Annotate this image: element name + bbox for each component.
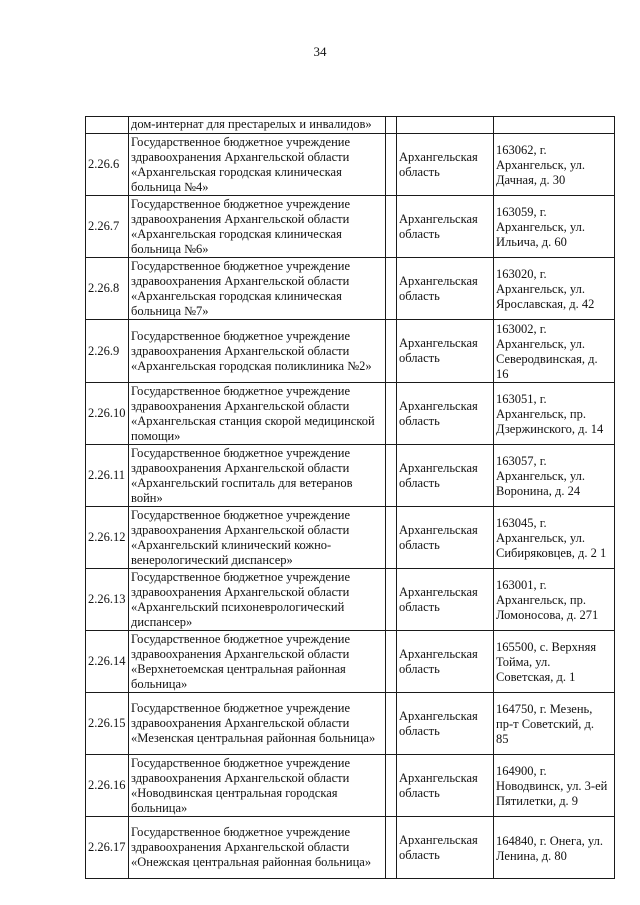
institution-name: Государственное бюджетное учреждение здравоохранения Архангельской области «Архангельская городская клиническая больница №7» [131, 258, 351, 318]
row-number-cell [86, 631, 129, 693]
address-cell [494, 117, 615, 134]
institution-name-cell [129, 196, 386, 258]
address: 163045, г. Архангельск, ул. Сибиряковцев, д. 2 1 [496, 516, 607, 560]
institution-name: Государственное бюджетное учреждение здравоохранения Архангельской области «Архангельская станция скорой медицинской помощи» [131, 383, 375, 443]
institution-name: Государственное бюджетное учреждение здравоохранения Архангельской области «Архангельский госпиталь для ветеранов войн» [131, 445, 353, 505]
spacer-cell [386, 569, 397, 631]
address: 163062, г. Архангельск, ул. Дачная, д. 30 [496, 143, 585, 187]
institution-name-cell [129, 631, 386, 693]
row-number: 2.26.8 [88, 281, 120, 295]
institution-name: Государственное бюджетное учреждение здравоохранения Архангельской области «Архангельская городская клиническая больница №4» [131, 134, 351, 194]
row-number-cell [86, 383, 129, 445]
region: Архангельская область [399, 211, 478, 241]
institution-name-cell [129, 258, 386, 320]
address: 165500, с. Верхняя Тойма, ул. Советская, д. 1 [496, 640, 597, 684]
region-cell [397, 755, 494, 817]
address-cell [494, 631, 615, 693]
region-cell [397, 258, 494, 320]
region-cell [397, 569, 494, 631]
row-number: 2.26.7 [88, 219, 120, 233]
address: 163001, г. Архангельск, пр. Ломоносова, д. 271 [496, 578, 599, 622]
row-number: 2.26.12 [88, 530, 126, 544]
row-number-cell [86, 258, 129, 320]
region: Архангельская область [399, 646, 478, 676]
address-cell [494, 693, 615, 755]
institution-name-cell [129, 693, 386, 755]
spacer-cell [386, 445, 397, 507]
row-number: 2.26.17 [88, 840, 126, 854]
row-number-cell [86, 196, 129, 258]
region: Архангельская область [399, 832, 478, 862]
table-row [86, 383, 615, 445]
row-number-cell [86, 755, 129, 817]
institution-name-cell [129, 755, 386, 817]
table-row [86, 693, 615, 755]
region-cell [397, 631, 494, 693]
institution-name: Государственное бюджетное учреждение здравоохранения Архангельской области «Верхнетоемская центральная районная больница» [131, 631, 351, 691]
institution-name: дом-интернат для престарелых и инвалидов» [131, 117, 372, 131]
table-row [86, 631, 615, 693]
institutions-table [85, 116, 615, 879]
region: Архангельская область [399, 149, 478, 179]
address-cell [494, 258, 615, 320]
region: Архангельская область [399, 522, 478, 552]
row-number: 2.26.11 [88, 468, 126, 482]
table-row-continuation [86, 117, 615, 134]
row-number-cell [86, 507, 129, 569]
address-cell [494, 196, 615, 258]
spacer-cell [386, 383, 397, 445]
address-cell [494, 507, 615, 569]
table-row [86, 196, 615, 258]
address-cell [494, 569, 615, 631]
address: 163002, г. Архангельск, ул. Северодвинская, д. 16 [496, 322, 598, 381]
region: Архангельская область [399, 273, 478, 303]
institution-name: Государственное бюджетное учреждение здравоохранения Архангельской области «Новодвинская центральная городская больница» [131, 755, 351, 815]
institution-name: Государственное бюджетное учреждение здравоохранения Архангельской области «Архангельский психоневрологический диспансер» [131, 569, 351, 629]
spacer-cell [386, 817, 397, 879]
table-row [86, 569, 615, 631]
region: Архангельская область [399, 460, 478, 490]
region-cell [397, 383, 494, 445]
institution-name-cell [129, 569, 386, 631]
region-cell [397, 134, 494, 196]
institution-name-cell [129, 117, 386, 134]
address: 163059, г. Архангельск, ул. Ильича, д. 60 [496, 205, 585, 249]
spacer-cell [386, 631, 397, 693]
region-cell [397, 117, 494, 134]
row-number: 2.26.14 [88, 654, 126, 668]
region: Архангельская область [399, 708, 478, 738]
spacer-cell [386, 507, 397, 569]
row-number-cell [86, 445, 129, 507]
region-cell [397, 507, 494, 569]
row-number-cell [86, 817, 129, 879]
table-row [86, 817, 615, 879]
address: 164900, г. Новодвинск, ул. 3-ей Пятилетки, д. 9 [496, 764, 608, 808]
institution-name: Государственное бюджетное учреждение здравоохранения Архангельской области «Архангельская городская клиническая больница №6» [131, 196, 351, 256]
institution-name-cell [129, 383, 386, 445]
row-number: 2.26.9 [88, 343, 120, 358]
row-number: 2.26.16 [88, 778, 126, 792]
address-cell [494, 383, 615, 445]
region: Архангельская область [399, 770, 478, 800]
address-cell [494, 445, 615, 507]
spacer-cell [386, 320, 397, 383]
institution-name: Государственное бюджетное учреждение здравоохранения Архангельской области «Архангельская городская поликлиника №2» [131, 328, 372, 373]
institution-name-cell [129, 445, 386, 507]
page-number: 34 [313, 44, 327, 59]
table-row [86, 134, 615, 196]
spacer-cell [386, 258, 397, 320]
region: Архангельская область [399, 584, 478, 614]
institution-name-cell [129, 134, 386, 196]
address: 164840, г. Онега, ул. Ленина, д. 80 [496, 833, 603, 863]
institution-name: Государственное бюджетное учреждение здравоохранения Архангельской области «Онежская центральная районная больница» [131, 825, 372, 869]
row-number: 2.26.15 [88, 716, 126, 730]
row-number-cell [86, 693, 129, 755]
row-number: 2.26.10 [88, 406, 126, 420]
region-cell [397, 445, 494, 507]
institution-name: Государственное бюджетное учреждение здравоохранения Архангельской области «Мезенская центральная районная больница» [131, 701, 376, 745]
institution-name-cell [129, 507, 386, 569]
region-cell [397, 693, 494, 755]
institution-name-cell [129, 817, 386, 879]
region: Архангельская область [399, 336, 478, 365]
spacer-cell [386, 134, 397, 196]
table-row [86, 507, 615, 569]
region-cell [397, 196, 494, 258]
address: 164750, г. Мезень, пр-т Советский, д. 85 [496, 702, 595, 746]
address-cell [494, 755, 615, 817]
address-cell [494, 817, 615, 879]
table-row [86, 755, 615, 817]
row-number-cell [86, 320, 129, 383]
address: 163057, г. Архангельск, ул. Воронина, д. 24 [496, 454, 585, 498]
spacer-cell [386, 693, 397, 755]
spacer-cell [386, 117, 397, 134]
address-cell [494, 320, 615, 383]
address-cell [494, 134, 615, 196]
address: 163020, г. Архангельск, ул. Ярославская, д. 42 [496, 267, 595, 311]
region: Архангельская область [399, 398, 478, 428]
row-number: 2.26.13 [88, 592, 126, 606]
row-number: 2.26.6 [88, 157, 120, 171]
address: 163051, г. Архангельск, пр. Дзержинского, д. 14 [496, 392, 604, 436]
table-row [86, 320, 615, 383]
row-number-cell [86, 134, 129, 196]
institution-name-cell [129, 320, 386, 383]
region-cell [397, 817, 494, 879]
spacer-cell [386, 755, 397, 817]
table-row [86, 445, 615, 507]
row-number-cell [86, 569, 129, 631]
row-number-cell [86, 117, 129, 134]
region-cell [397, 320, 494, 383]
spacer-cell [386, 196, 397, 258]
institution-name: Государственное бюджетное учреждение здравоохранения Архангельской области «Архангельский клинический кожно- венерологический диспансер» [131, 507, 351, 567]
table-row [86, 258, 615, 320]
